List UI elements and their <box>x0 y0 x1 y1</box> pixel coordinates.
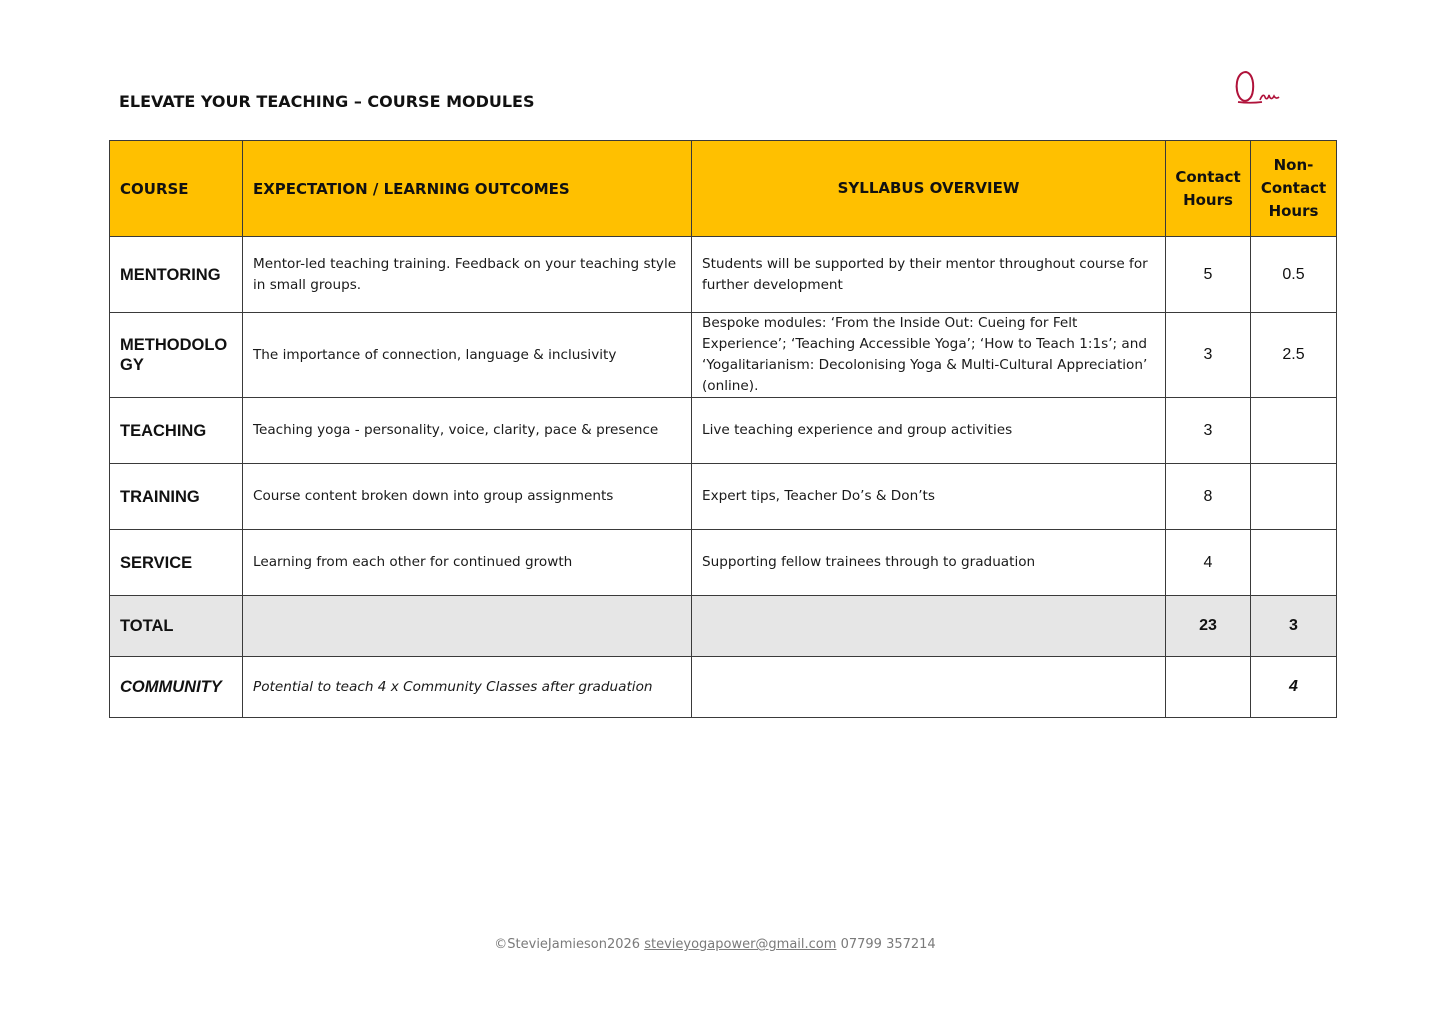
footer-email-link[interactable]: stevieyogapower@gmail.com <box>644 937 837 952</box>
total-non-contact-hours: 3 <box>1251 596 1337 657</box>
contact-hours-cell: 4 <box>1166 530 1251 596</box>
community-label: COMMUNITY <box>110 657 243 718</box>
table-row-mentoring <box>110 237 1337 313</box>
course-name: METHODOLOGY <box>110 313 243 398</box>
course-name: TRAINING <box>110 464 243 530</box>
header-non-contact-hours: Non-Contact Hours <box>1251 141 1337 237</box>
expectation-cell: Teaching yoga - personality, voice, clarity, pace & presence <box>243 398 692 464</box>
page-title: ELEVATE YOUR TEACHING – COURSE MODULES <box>119 92 535 111</box>
table-row-total <box>110 596 1337 657</box>
non-contact-hours-cell <box>1251 464 1337 530</box>
contact-hours-cell: 3 <box>1166 398 1251 464</box>
table-row-training <box>110 464 1337 530</box>
expectation-cell: Mentor-led teaching training. Feedback on your teaching style in small groups. <box>243 237 692 313</box>
empty-cell <box>692 596 1166 657</box>
course-name: TEACHING <box>110 398 243 464</box>
header-syllabus: SYLLABUS OVERVIEW <box>692 141 1166 237</box>
community-non-contact-hours: 4 <box>1251 657 1337 718</box>
expectation-cell: Course content broken down into group assignments <box>243 464 692 530</box>
community-expectation: Potential to teach 4 x Community Classes after graduation <box>243 657 692 718</box>
header-contact-hours: Contact Hours <box>1166 141 1251 237</box>
syllabus-cell: Live teaching experience and group activities <box>692 398 1166 464</box>
footer <box>0 937 1430 952</box>
signature-icon <box>1232 64 1284 108</box>
empty-cell <box>1166 657 1251 718</box>
total-contact-hours: 23 <box>1166 596 1251 657</box>
contact-hours-cell: 8 <box>1166 464 1251 530</box>
syllabus-cell: Supporting fellow trainees through to graduation <box>692 530 1166 596</box>
contact-hours-cell: 3 <box>1166 313 1251 398</box>
footer-copyright: ©StevieJamieson2026 <box>494 937 641 952</box>
non-contact-hours-cell <box>1251 530 1337 596</box>
course-name: SERVICE <box>110 530 243 596</box>
table-row-service <box>110 530 1337 596</box>
course-name: MENTORING <box>110 237 243 313</box>
table-row-methodology <box>110 313 1337 398</box>
non-contact-hours-cell <box>1251 398 1337 464</box>
expectation-cell: The importance of connection, language & inclusivity <box>243 313 692 398</box>
header-expectation: EXPECTATION / LEARNING OUTCOMES <box>243 141 692 237</box>
empty-cell <box>692 657 1166 718</box>
total-label: TOTAL <box>110 596 243 657</box>
header-course: COURSE <box>110 141 243 237</box>
syllabus-cell: Students will be supported by their mentor throughout course for further development <box>692 237 1166 313</box>
table-header-row <box>110 141 1337 237</box>
footer-phone: 07799 357214 <box>840 937 936 952</box>
non-contact-hours-cell: 2.5 <box>1251 313 1337 398</box>
expectation-cell: Learning from each other for continued growth <box>243 530 692 596</box>
contact-hours-cell: 5 <box>1166 237 1251 313</box>
table-row-community <box>110 657 1337 718</box>
course-modules-table <box>109 140 1337 718</box>
empty-cell <box>243 596 692 657</box>
syllabus-cell: Bespoke modules: ‘From the Inside Out: Cueing for Felt Experience’; ‘Teaching Accessible Yoga’; ‘How to Teach 1:1s’; and ‘Yogalitarianism: Decolonising Yoga & Multi-Cultural Appreciation’ (online). <box>692 313 1166 398</box>
table-row-teaching <box>110 398 1337 464</box>
non-contact-hours-cell: 0.5 <box>1251 237 1337 313</box>
syllabus-cell: Expert tips, Teacher Do’s & Don’ts <box>692 464 1166 530</box>
